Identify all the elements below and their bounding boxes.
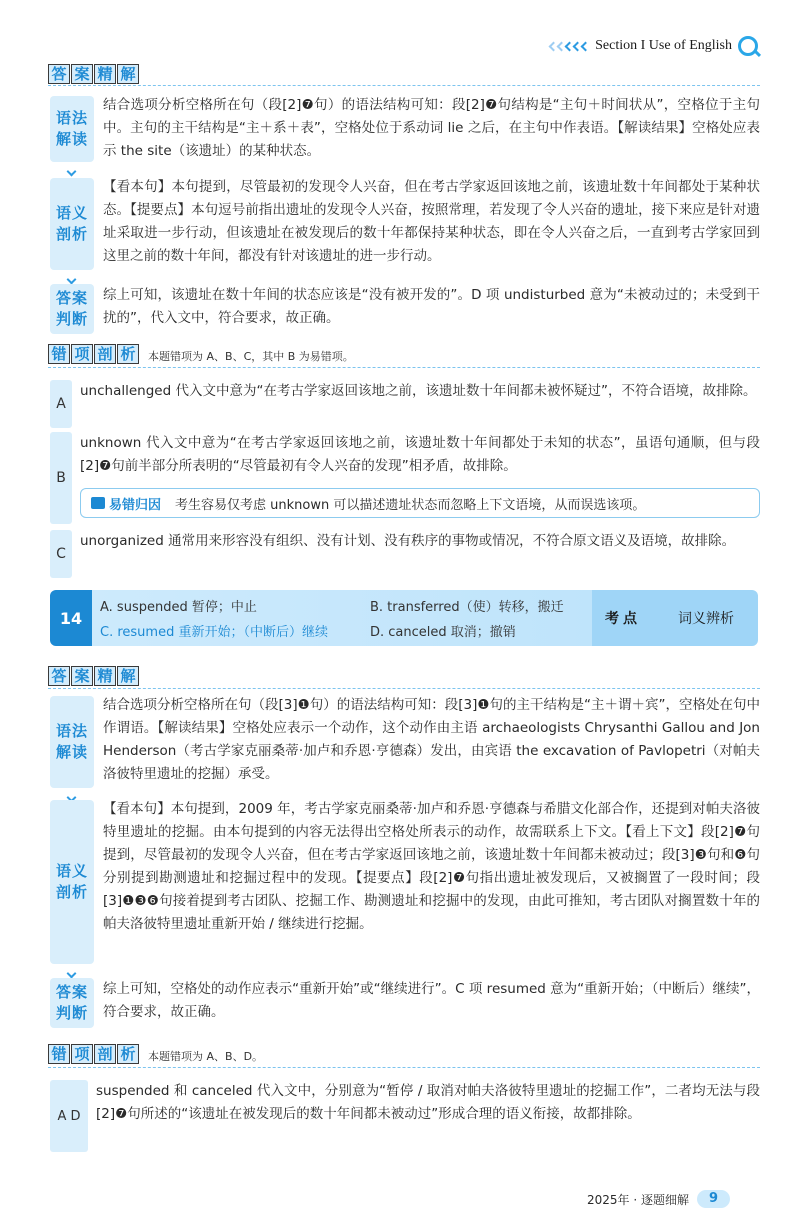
- page-footer: [587, 1190, 730, 1208]
- judgment-badge: 答案 判断: [50, 284, 94, 334]
- grammar-badge: 语法 解读: [50, 96, 94, 162]
- test-point-key: 考点: [605, 611, 641, 627]
- semantic-badge: 语义 剖析: [50, 800, 94, 964]
- option-a: A. suspended 暂停；中止: [100, 600, 257, 615]
- option-text: unorganized 通常用来形容没有组织、没有计划、没有秩序的事物或情况，不符合原文语义及语境，故排除。: [80, 533, 736, 549]
- option-text: unchallenged 代入文中意为“在考古学家返回该地之前，该遗址数十年间都未被怀疑过”，不符合语境，故排除。: [80, 383, 757, 399]
- test-point-tag: [592, 590, 758, 646]
- semantic-analysis-row-2: [50, 798, 760, 966]
- grammar-text: 结合选项分析空格所在句（段[2]❼句）的语法结构可知：段[2]❼句结构是“主句＋时间状从”，空格位于主句中。主句的主干结构是“主＋系＋表”，空格处位于系动词 lie 之后，在主句中作表语。【解读结果】空格处应表示 the site（该遗址）的某种状态。: [103, 97, 760, 159]
- section-title: Section I Use of English: [595, 38, 732, 53]
- option-c-row: [50, 530, 760, 578]
- semantic-badge: 语义 剖析: [50, 178, 94, 270]
- option-letter: B: [50, 432, 72, 524]
- magnifier-icon: [738, 36, 758, 56]
- option-letter: A D: [50, 1080, 88, 1152]
- wrong-options-note: 本题错项为 A、B、C，其中 B 为易错项。: [148, 350, 354, 363]
- chevrons-icon: [550, 43, 589, 50]
- grammar-analysis-row-2: [50, 694, 760, 790]
- wrong-options-note: 本题错项为 A、B、D。: [148, 1050, 264, 1063]
- grammar-text: 结合选项分析空格所在句（段[3]❶句）的语法结构可知：段[3]❶句的主干结构是“主＋谓＋宾”，空格处在句中作谓语。【解读结果】空格处应表示一个动作，这个动作由主语 archaeologists Chrysanthi Gallou and Jon Henderson（考古学家克丽桑蒂·加卢和乔恩·亨德森）发出，由宾语 the excavation of Pavlopetri（对帕夫洛彼特里遗址的挖掘）承受。: [103, 697, 760, 782]
- note-icon: [91, 497, 105, 509]
- answer-explanation-label: 答 案 精 解: [48, 64, 140, 84]
- semantic-text: 【看本句】本句提到，尽管最初的发现令人兴奋，但在考古学家返回该地之前，该遗址数十年间都处于某种状态。【提要点】本句逗号前指出遗址的发现令人兴奋，按照常理，若发现了令人兴奋的遗址，接下来应是针对遗址采取进一步行动，但该遗址在被发现后的数十年都保持某种状态，即在令人兴奋之后，一直到考古学家回到这里之前的数十年间，都没有针对该遗址的进一步行动。: [103, 179, 760, 264]
- pitfall-text: 考生容易仅考虑 unknown 可以描述遗址状态而忽略上下文语境，从而误选该项。: [175, 497, 646, 513]
- divider: [48, 688, 760, 689]
- option-b: B. transferred（使）转移，搬迁: [370, 600, 564, 615]
- option-b-row: [50, 432, 760, 524]
- wrong-options-label: 错 项 剖 析 本题错项为 A、B、D。: [48, 1044, 263, 1064]
- grammar-badge: 语法 解读: [50, 696, 94, 788]
- divider: [48, 367, 760, 368]
- answer-judgment-row-2: [50, 978, 760, 1028]
- option-d: D. canceled 取消；撤销: [370, 625, 516, 640]
- divider: [48, 1067, 760, 1068]
- option-text: suspended 和 canceled 代入文中，分别意为“暂停 / 取消对帕夫洛彼特里遗址的挖掘工作”，二者均无法与段[2]❼句所述的“该遗址在被发现后的数十年间都未被动过”形成合理的语义衔接，故都排除。: [96, 1083, 760, 1122]
- option-letter: C: [50, 530, 72, 578]
- option-letter: A: [50, 380, 72, 428]
- judgment-text: 综上可知，空格处的动作应表示“重新开始”或“继续进行”。C 项 resumed 意为“重新开始；（中断后）继续”，符合要求，故正确。: [103, 981, 760, 1020]
- page-number: 9: [697, 1190, 730, 1208]
- pitfall-box: [80, 488, 760, 518]
- pitfall-title: 易错归因: [109, 497, 162, 513]
- judgment-badge: 答案 判断: [50, 978, 94, 1028]
- option-ad-row: [50, 1080, 760, 1152]
- wrong-options-label: 错 项 剖 析 本题错项为 A、B、C，其中 B 为易错项。: [48, 344, 354, 364]
- semantic-analysis-row: [50, 176, 760, 272]
- semantic-text: 【看本句】本句提到，2009 年，考古学家克丽桑蒂·加卢和乔恩·亨德森与希腊文化部合作，还提到对帕夫洛彼特里遗址的挖掘。由本句提到的内容无法得出空格处所表示的动作，故需联系上下文。【看上下文】段[2]❼句提到，尽管最初的发现令人兴奋，但在考古学家返回该地之前，该遗址数十年间都未被动过；段[3]❸句和❻句分别提到勘测遗址和挖掘过程中的发现。【提要点】段[2]❼句指出遗址被发现后，又被搁置了一段时间；段[3]❶❸❻句接着提到考古团队、挖掘工作、勘测遗址和挖掘中的发现，由此可推知，考古团队对搁置数十年的帕夫洛彼特里遗址重新开始 / 继续进行挖掘。: [103, 801, 760, 932]
- question-number: 14: [50, 590, 92, 646]
- page-header: [550, 34, 758, 58]
- option-c-correct: C. resumed 重新开始；（中断后）继续: [100, 625, 328, 640]
- option-text: unknown 代入文中意为“在考古学家返回该地之前，该遗址数十年间都处于未知的状态”，虽语句通顺，但与段[2]❼句前半部分所表明的“尽管最初有令人兴奋的发现”相矛盾，故排除。: [80, 435, 760, 474]
- chevron-down-icon: [67, 275, 77, 285]
- chevron-down-icon: [67, 969, 77, 979]
- question-options: [92, 590, 592, 646]
- test-point-value: 词义辨析: [678, 611, 734, 627]
- grammar-analysis-row: [50, 94, 760, 166]
- divider: [48, 85, 760, 86]
- option-a-row: [50, 380, 760, 428]
- answer-explanation-label: 答 案 精 解: [48, 666, 140, 686]
- chevron-down-icon: [67, 167, 77, 177]
- footer-text: 2025年 · 逐题细解: [586, 1192, 689, 1207]
- question-14-box: [50, 590, 758, 646]
- answer-judgment-row: [50, 284, 760, 334]
- judgment-text: 综上可知，该遗址在数十年间的状态应该是“没有被开发的”。D 项 undisturbed 意为“未被动过的；未受到干扰的”，代入文中，符合要求，故正确。: [103, 287, 760, 326]
